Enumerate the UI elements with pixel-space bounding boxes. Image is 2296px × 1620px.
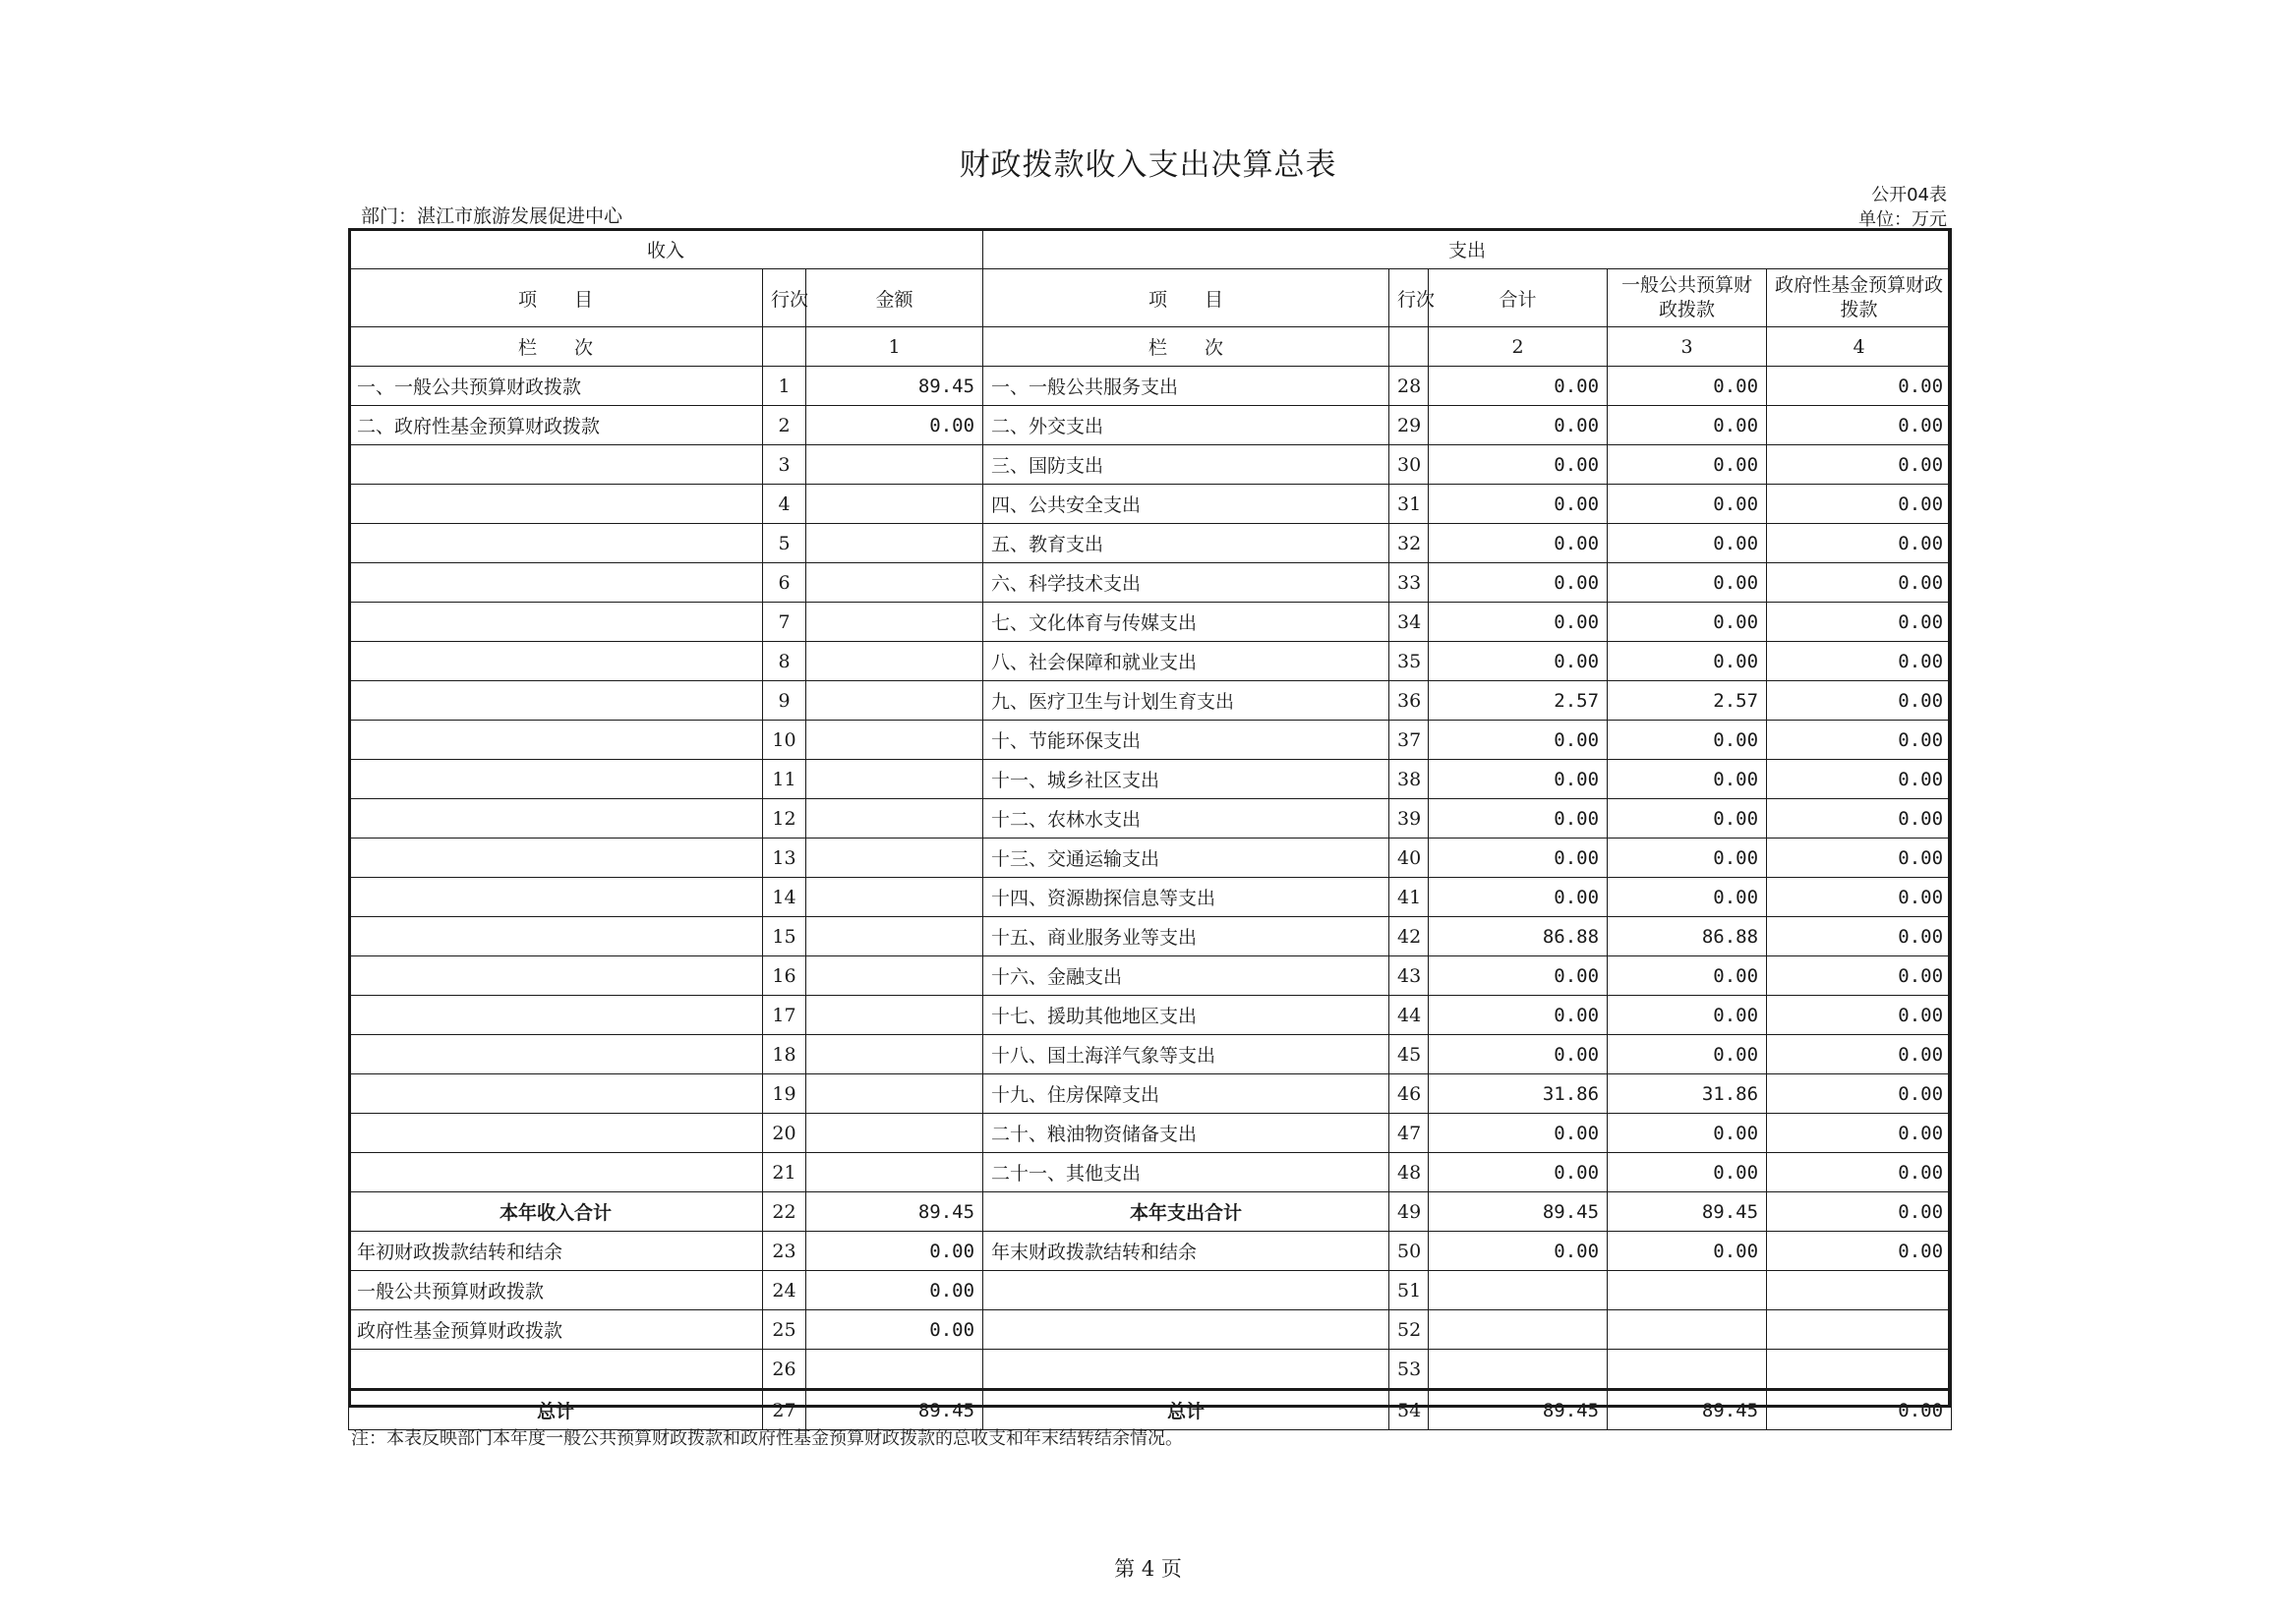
amount-cell: 0.00 [1767, 1035, 1952, 1074]
amount-cell: 31.86 [1608, 1074, 1767, 1114]
col-number: 4 [1767, 327, 1952, 367]
amount-cell: 0.00 [1767, 996, 1952, 1035]
amount-cell: 0.00 [1429, 839, 1608, 878]
amount-cell: 0.00 [1608, 1035, 1767, 1074]
year-income-label: 本年收入合计 [349, 1192, 763, 1232]
table-frame [348, 228, 1951, 1408]
expense-item: 四、公共安全支出 [983, 485, 1389, 524]
row-no: 31 [1389, 485, 1429, 524]
amount-cell: 0.00 [1429, 878, 1608, 917]
amount-cell: 0.00 [1767, 642, 1952, 681]
expense-item: 十七、援助其他地区支出 [983, 996, 1389, 1035]
fund-budget-header: 政府性基金预算财政拨款 [1767, 269, 1952, 327]
col-number: 3 [1608, 327, 1767, 367]
amount-cell: 89.45 [1429, 1192, 1608, 1232]
row-no: 13 [763, 839, 806, 878]
general-budget-header: 一般公共预算财政拨款 [1608, 269, 1767, 327]
amount-cell: 0.00 [1429, 524, 1608, 563]
row-no: 28 [1389, 367, 1429, 406]
grand-total-expense-label: 总计 [983, 1390, 1389, 1430]
amount-cell: 0.00 [1429, 445, 1608, 485]
amount-cell: 0.00 [1608, 485, 1767, 524]
row-no: 2 [763, 406, 806, 445]
amount-cell: 0.00 [1767, 1192, 1952, 1232]
amount-cell: 0.00 [1767, 956, 1952, 996]
row-no: 42 [1389, 917, 1429, 956]
expense-item: 十三、交通运输支出 [983, 839, 1389, 878]
amount-cell: 0.00 [1429, 996, 1608, 1035]
amount-cell: 0.00 [1767, 1390, 1952, 1430]
amount-cell: 0.00 [1767, 603, 1952, 642]
row-no: 6 [763, 563, 806, 603]
amount-cell: 0.00 [806, 1271, 983, 1310]
amount-cell: 0.00 [1429, 406, 1608, 445]
row-no: 12 [763, 799, 806, 839]
expense-item: 五、教育支出 [983, 524, 1389, 563]
amount-cell: 89.45 [806, 367, 983, 406]
amount-cell: 0.00 [1767, 563, 1952, 603]
row-no: 48 [1389, 1153, 1429, 1192]
row-no: 27 [763, 1390, 806, 1430]
row-no: 14 [763, 878, 806, 917]
amount-cell: 0.00 [1608, 878, 1767, 917]
amount-cell: 0.00 [1767, 367, 1952, 406]
income-item-header: 项 目 [349, 269, 763, 327]
expense-col-label: 栏 次 [983, 327, 1389, 367]
expense-item: 十九、住房保障支出 [983, 1074, 1389, 1114]
row-no: 18 [763, 1035, 806, 1074]
footnote: 注：本表反映部门本年度一般公共预算财政拨款和政府性基金预算财政拨款的总收支和年末结转结余情况。 [351, 1428, 1183, 1449]
row-no: 1 [763, 367, 806, 406]
amount-cell: 0.00 [806, 1310, 983, 1350]
amount-cell: 2.57 [1429, 681, 1608, 721]
amount-cell: 89.45 [1429, 1390, 1608, 1430]
amount-cell: 0.00 [1608, 956, 1767, 996]
amount-cell: 89.45 [1608, 1192, 1767, 1232]
amount-cell: 0.00 [1608, 1114, 1767, 1153]
row-no: 8 [763, 642, 806, 681]
amount-cell: 2.57 [1608, 681, 1767, 721]
amount-cell: 0.00 [1429, 367, 1608, 406]
form-code: 公开04表 [1871, 185, 1947, 205]
expense-item: 一、一般公共服务支出 [983, 367, 1389, 406]
amount-cell: 0.00 [1429, 956, 1608, 996]
expense-header: 支出 [983, 229, 1952, 269]
expense-item: 六、科学技术支出 [983, 563, 1389, 603]
row-no: 30 [1389, 445, 1429, 485]
amount-cell: 0.00 [1767, 760, 1952, 799]
row-no: 11 [763, 760, 806, 799]
amount-cell: 86.88 [1608, 917, 1767, 956]
amount-cell: 0.00 [1767, 917, 1952, 956]
grand-total-income-label: 总计 [349, 1390, 763, 1430]
row-no: 7 [763, 603, 806, 642]
row-no: 22 [763, 1192, 806, 1232]
expense-item: 九、医疗卫生与计划生育支出 [983, 681, 1389, 721]
amount-cell: 0.00 [1767, 681, 1952, 721]
row-no: 41 [1389, 878, 1429, 917]
income-item: 二、政府性基金预算财政拨款 [349, 406, 763, 445]
expense-item: 七、文化体育与传媒支出 [983, 603, 1389, 642]
amount-cell: 0.00 [1767, 485, 1952, 524]
expense-item: 十、节能环保支出 [983, 721, 1389, 760]
total-header: 合计 [1429, 269, 1608, 327]
amount-cell: 0.00 [1429, 760, 1608, 799]
unit-label: 单位：万元 [1858, 209, 1947, 230]
row-no: 35 [1389, 642, 1429, 681]
amount-cell: 0.00 [1767, 524, 1952, 563]
expense-item-header: 项 目 [983, 269, 1389, 327]
amount-cell: 0.00 [1429, 799, 1608, 839]
begin-general-label: 一般公共预算财政拨款 [349, 1271, 763, 1310]
row-no: 4 [763, 485, 806, 524]
row-no: 33 [1389, 563, 1429, 603]
expense-item: 二十一、其他支出 [983, 1153, 1389, 1192]
row-no: 17 [763, 996, 806, 1035]
amount-cell: 0.00 [1767, 878, 1952, 917]
amount-cell: 0.00 [1608, 721, 1767, 760]
amount-cell: 0.00 [1608, 445, 1767, 485]
row-no: 19 [763, 1074, 806, 1114]
amount-cell: 0.00 [1767, 445, 1952, 485]
amount-cell: 0.00 [1429, 563, 1608, 603]
amount-cell: 0.00 [1429, 1114, 1608, 1153]
row-no: 23 [763, 1232, 806, 1271]
amount-cell: 31.86 [1429, 1074, 1608, 1114]
row-no: 47 [1389, 1114, 1429, 1153]
department-label: 部门：湛江市旅游发展促进中心 [361, 205, 623, 227]
row-no: 9 [763, 681, 806, 721]
row-no: 53 [1389, 1350, 1429, 1390]
begin-balance-label: 年初财政拨款结转和结余 [349, 1232, 763, 1271]
row-no: 10 [763, 721, 806, 760]
end-balance-label: 年末财政拨款结转和结余 [983, 1232, 1389, 1271]
row-no: 25 [763, 1310, 806, 1350]
row-no: 15 [763, 917, 806, 956]
expense-item: 十八、国土海洋气象等支出 [983, 1035, 1389, 1074]
expense-row-no-header: 行次 [1389, 269, 1429, 327]
amount-cell: 0.00 [1767, 839, 1952, 878]
row-no: 37 [1389, 721, 1429, 760]
amount-cell: 0.00 [1429, 721, 1608, 760]
row-no: 51 [1389, 1271, 1429, 1310]
row-no: 45 [1389, 1035, 1429, 1074]
amount-cell: 0.00 [1608, 760, 1767, 799]
expense-item: 十五、商业服务业等支出 [983, 917, 1389, 956]
amount-cell: 0.00 [1608, 1153, 1767, 1192]
amount-cell: 0.00 [1767, 1074, 1952, 1114]
row-no: 54 [1389, 1390, 1429, 1430]
expense-item: 十四、资源勘探信息等支出 [983, 878, 1389, 917]
amount-cell: 0.00 [1429, 485, 1608, 524]
page-title: 财政拨款收入支出决算总表 [959, 147, 1337, 183]
amount-cell: 0.00 [1608, 1232, 1767, 1271]
income-header: 收入 [349, 229, 983, 269]
row-no: 43 [1389, 956, 1429, 996]
row-no: 39 [1389, 799, 1429, 839]
amount-cell: 0.00 [1608, 367, 1767, 406]
row-no: 44 [1389, 996, 1429, 1035]
begin-fund-label: 政府性基金预算财政拨款 [349, 1310, 763, 1350]
row-no: 38 [1389, 760, 1429, 799]
row-no: 52 [1389, 1310, 1429, 1350]
amount-cell: 89.45 [806, 1390, 983, 1430]
col-number: 1 [806, 327, 983, 367]
amount-cell: 0.00 [1429, 1153, 1608, 1192]
amount-cell: 0.00 [1767, 799, 1952, 839]
row-no: 46 [1389, 1074, 1429, 1114]
row-no: 50 [1389, 1232, 1429, 1271]
amount-cell: 86.88 [1429, 917, 1608, 956]
amount-cell: 0.00 [1608, 563, 1767, 603]
amount-header: 金额 [806, 269, 983, 327]
row-no: 5 [763, 524, 806, 563]
amount-cell: 89.45 [806, 1192, 983, 1232]
amount-cell: 89.45 [1608, 1390, 1767, 1430]
amount-cell: 0.00 [1608, 642, 1767, 681]
row-no: 49 [1389, 1192, 1429, 1232]
row-no: 3 [763, 445, 806, 485]
row-no: 34 [1389, 603, 1429, 642]
amount-cell: 0.00 [1429, 1232, 1608, 1271]
amount-cell: 0.00 [1608, 799, 1767, 839]
expense-item: 十二、农林水支出 [983, 799, 1389, 839]
col-number: 2 [1429, 327, 1608, 367]
expense-item: 八、社会保障和就业支出 [983, 642, 1389, 681]
amount-cell: 0.00 [1429, 603, 1608, 642]
year-expense-label: 本年支出合计 [983, 1192, 1389, 1232]
amount-cell: 0.00 [806, 1232, 983, 1271]
row-no: 16 [763, 956, 806, 996]
amount-cell: 0.00 [1767, 1232, 1952, 1271]
amount-cell: 0.00 [1608, 524, 1767, 563]
amount-cell: 0.00 [1767, 721, 1952, 760]
row-no: 21 [763, 1153, 806, 1192]
amount-cell: 0.00 [1608, 996, 1767, 1035]
amount-cell: 0.00 [1767, 1153, 1952, 1192]
expense-item: 十一、城乡社区支出 [983, 760, 1389, 799]
amount-cell: 0.00 [1767, 1114, 1952, 1153]
row-no: 29 [1389, 406, 1429, 445]
expense-item: 二十、粮油物资储备支出 [983, 1114, 1389, 1153]
row-no: 40 [1389, 839, 1429, 878]
row-no: 32 [1389, 524, 1429, 563]
row-no: 36 [1389, 681, 1429, 721]
amount-cell: 0.00 [1429, 642, 1608, 681]
page-number: 第 4 页 [1114, 1557, 1182, 1581]
amount-cell: 0.00 [1429, 1035, 1608, 1074]
row-no: 26 [763, 1350, 806, 1390]
expense-item: 三、国防支出 [983, 445, 1389, 485]
row-no: 20 [763, 1114, 806, 1153]
amount-cell: 0.00 [1608, 603, 1767, 642]
amount-cell: 0.00 [1767, 406, 1952, 445]
row-no: 24 [763, 1271, 806, 1310]
amount-cell: 0.00 [1608, 839, 1767, 878]
expense-item: 十六、金融支出 [983, 956, 1389, 996]
income-item: 一、一般公共预算财政拨款 [349, 367, 763, 406]
income-col-label: 栏 次 [349, 327, 763, 367]
income-row-no-header: 行次 [763, 269, 806, 327]
amount-cell: 0.00 [806, 406, 983, 445]
expense-item: 二、外交支出 [983, 406, 1389, 445]
amount-cell: 0.00 [1608, 406, 1767, 445]
